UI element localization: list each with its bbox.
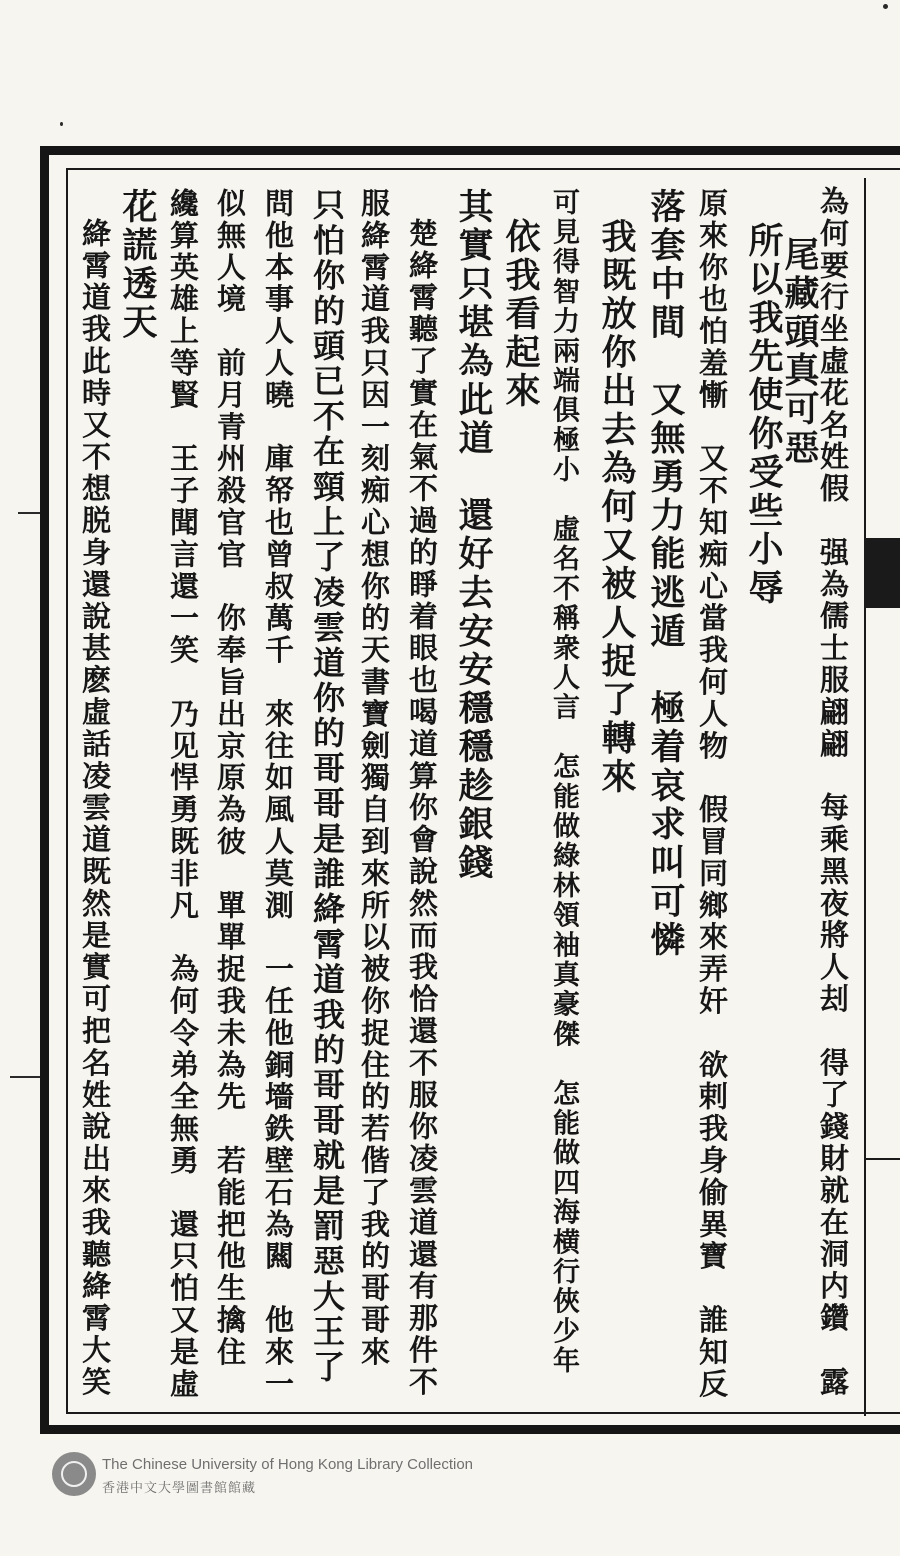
text-column-12: 只怕你的頭已不在頸上了凌雲道你的哥哥是誰絳霄道我的哥哥就是罰惡大王了 [308,188,346,1385]
text-column-11: 服絳霄道我只因一刻痴心想你的天書寶劍獨自到來所以被你捉住的若偕了我的哥哥來 [357,188,391,1369]
cuhk-library-logo-icon [52,1452,96,1496]
text-column-16: 花謊透天 [117,188,158,343]
text-column-3: 所以我先使你受些小辱 [743,222,784,608]
text-column-8: 依我看起來 [500,218,541,411]
text-column-7: 可見得智力兩端俱極小 虛名不稱衆人言 怎能做綠林領袖真豪傑 怎能做四海横行俠少年 [548,188,579,1376]
collection-credit-zh: 香港中文大學圖書館館藏 [102,1481,257,1496]
collection-credit-en: The Chinese University of Hong Kong Library Collection [102,1456,474,1473]
text-column-2: 尾藏頭真可惡 [779,236,820,468]
text-column-15: 纔算英雄上等賢 王子聞言還一笑 乃见悍勇既非凡 為何令弟全無勇 還只怕又是虛 [166,188,200,1401]
ink-speck [883,4,888,9]
text-column-17: 絳霄道我此時又不想脱身還說甚麽虛話凌雲道既然是實可把名姓說出來我聽絳霄大笑 [78,218,112,1399]
text-column-14: 似無人境 前月青州殺官官 你奉旨出京原為彼 單單捉我未為先 若能把他生擒住 [213,188,247,1369]
text-column-5: 落套中間 又無勇力能逃遁 極着哀求叫可憐 [645,188,686,960]
gutter-rule [866,1158,900,1160]
text-column-1: 為何要行坐虛花名姓假 强為儒士服翩翩 每乘黑夜將人刦 得了錢財就在洞内鑽 露 [816,186,850,1399]
ink-speck [60,122,63,126]
fishtail-mark [866,538,900,608]
text-column-9: 其實只堪為此道 還好去安安穩穩趁銀錢 [453,188,494,883]
library-watermark [52,1450,572,1500]
text-column-10: 楚絳霄聽了實在氣不過的睜着眼也喝道算你會說然而我恰還不服你凌雲道還有那件不 [405,218,439,1399]
text-column-13: 問他本事人人曉 庫帑也曾叔萬千 來往如風人莫測 一任他銅墻鉄壁石為闗 他來一 [261,188,295,1401]
text-column-6: 我既放你出去為何又被人捉了轉來 [596,218,637,797]
ink-speck [10,1076,44,1078]
text-column-4: 原來你也怕羞慚 又不知痴心當我何人物 假冒同鄉來弄奸 欲剌我身偷異寶 誰知反 [695,188,729,1401]
center-fold-gutter [864,178,900,1416]
